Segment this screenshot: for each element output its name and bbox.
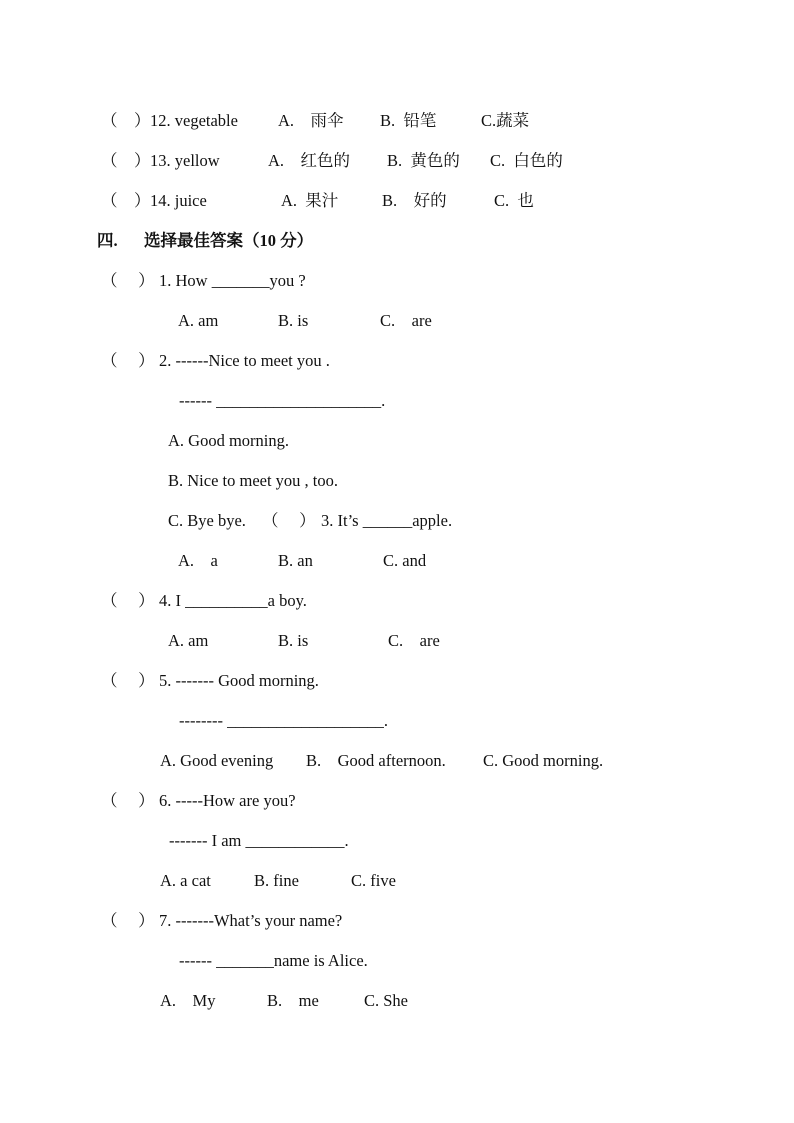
section-title: 选择最佳答案（10 分） xyxy=(144,231,314,250)
option-b: B. fine xyxy=(254,871,299,890)
option-a: A. Good evening xyxy=(160,751,274,770)
option-c: C. 也 xyxy=(494,191,534,210)
question-1: 1. How _______you ? xyxy=(159,271,306,290)
option-a: A. am xyxy=(168,631,209,650)
option-c: C. five xyxy=(351,871,396,890)
answer-blank: ------ _______name is Alice. xyxy=(179,951,368,970)
option-a: A. 雨伞 xyxy=(278,111,344,130)
option-b: B. 好的 xyxy=(382,191,447,210)
option-c: C. She xyxy=(364,991,409,1010)
option-a: A. 果汁 xyxy=(281,191,339,210)
question-6: 6. -----How are you? xyxy=(159,791,296,810)
option-b: B. is xyxy=(278,631,309,650)
question-paren: （ ） xyxy=(101,191,151,210)
question-4: 4. I __________a boy. xyxy=(159,591,307,610)
option-b: B. an xyxy=(278,551,313,570)
answer-blank: -------- ___________________. xyxy=(179,711,388,730)
option-c: C. are xyxy=(380,311,432,330)
question-13: 13. yellow xyxy=(150,151,220,170)
answer-blank: ------- I am ____________. xyxy=(169,831,349,850)
option-c: C. Bye bye. xyxy=(168,511,246,530)
question-paren: （ ） xyxy=(101,271,155,290)
option-a: A. a cat xyxy=(160,871,211,890)
option-c: C. are xyxy=(388,631,440,650)
option-c: C. Good morning. xyxy=(483,751,604,770)
option-b: B. Good afternoon. xyxy=(306,751,446,770)
option-a: A. a xyxy=(178,551,218,570)
section-number: 四. xyxy=(97,231,118,250)
question-7: 7. -------What’s your name? xyxy=(159,911,343,930)
question-2: 2. ------Nice to meet you . xyxy=(159,351,330,370)
question-5: 5. ------- Good morning. xyxy=(159,671,319,690)
answer-blank: ------ ____________________. xyxy=(179,391,386,410)
question-paren: （ ） xyxy=(101,671,155,690)
question-paren: （ ） xyxy=(101,591,155,610)
question-3: 3. It’s ______apple. xyxy=(321,511,453,530)
question-paren: （ ） xyxy=(262,511,316,530)
option-c: C. and xyxy=(383,551,427,570)
question-paren: （ ） xyxy=(101,911,155,930)
question-12: 12. vegetable xyxy=(150,111,238,130)
question-paren: （ ） xyxy=(101,111,151,130)
option-c: C. 白色的 xyxy=(490,151,563,170)
option-b: B. me xyxy=(267,991,319,1010)
question-paren: （ ） xyxy=(101,351,155,370)
option-b: B. Nice to meet you , too. xyxy=(168,471,339,490)
option-b: B. is xyxy=(278,311,309,330)
option-a: A. My xyxy=(160,991,216,1010)
option-a: A. am xyxy=(178,311,219,330)
option-b: B. 黄色的 xyxy=(387,151,460,170)
option-a: A. Good morning. xyxy=(168,431,289,450)
option-b: B. 铅笔 xyxy=(380,111,437,130)
question-paren: （ ） xyxy=(101,151,151,170)
question-14: 14. juice xyxy=(150,191,207,210)
option-a: A. 红色的 xyxy=(268,151,351,170)
option-c: C.蔬菜 xyxy=(481,111,530,130)
question-paren: （ ） xyxy=(101,791,155,810)
